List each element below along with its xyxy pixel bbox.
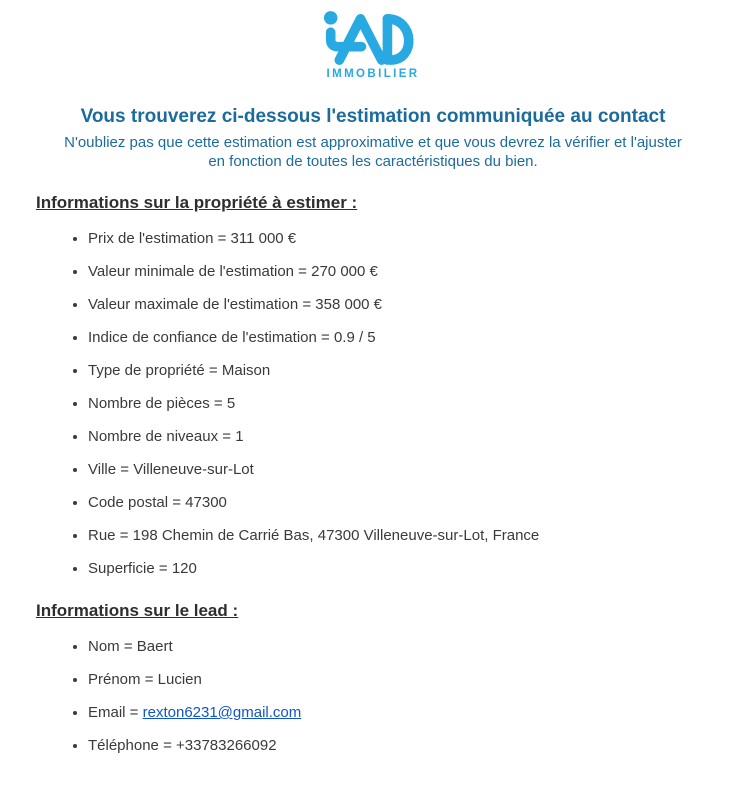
item-value: Baert [136, 638, 173, 655]
list-item [88, 328, 710, 348]
item-separator: = [115, 527, 133, 544]
item-separator: = [125, 704, 143, 721]
item-separator: = [298, 296, 316, 313]
item-label: Nombre de pièces [88, 395, 210, 412]
item-label: Nombre de niveaux [88, 428, 219, 445]
item-separator: = [140, 671, 158, 688]
item-label: Indice de confiance de l'estimation [88, 329, 317, 346]
item-value: 1 [235, 428, 244, 445]
item-separator: = [204, 362, 222, 379]
item-separator: = [213, 230, 231, 247]
item-separator: = [316, 329, 334, 346]
item-value: 5 [226, 395, 236, 412]
iad-logo-icon [323, 10, 423, 66]
iad-logo [36, 10, 710, 80]
subtitle-line-2: en fonction de toutes les caractéristiques du bien. [208, 153, 538, 170]
list-item [88, 427, 710, 447]
list-item [88, 670, 710, 690]
sections [36, 193, 710, 756]
item-label: Email [88, 704, 126, 721]
item-value: 270 000 € [311, 263, 378, 280]
list-item [88, 526, 710, 546]
list-item [88, 361, 710, 381]
bullet-list [36, 637, 710, 756]
item-label: Code postal [88, 494, 169, 511]
item-separator: = [116, 461, 134, 478]
item-label: Superficie [88, 560, 155, 577]
list-item [88, 493, 710, 513]
list-item [88, 229, 710, 249]
item-label: Valeur minimale de l'estimation [88, 263, 295, 280]
item-value: 198 Chemin de Carrié Bas, 47300 Villeneuve-sur-Lot, France [132, 527, 540, 544]
item-value: 358 000 € [315, 296, 383, 313]
list-item [88, 295, 710, 315]
item-separator: = [154, 560, 172, 577]
info-section [36, 601, 710, 756]
list-item [88, 460, 710, 480]
page-subtitle [36, 133, 710, 171]
item-value: Villeneuve-sur-Lot [133, 461, 254, 478]
logo-subtext: IMMOBILIER [326, 68, 420, 80]
item-label: Prix de l'estimation [88, 230, 214, 247]
list-item [88, 394, 710, 414]
item-separator: = [218, 428, 236, 445]
item-separator: = [168, 494, 186, 511]
list-item [88, 736, 710, 756]
section-heading: Informations sur la propriété à estimer : [36, 193, 358, 212]
item-label: Valeur maximale de l'estimation [88, 296, 299, 313]
section-heading: Informations sur le lead : [36, 601, 239, 620]
item-label: Type de propriété [88, 362, 205, 379]
email-link[interactable]: rexton6231@gmail.com [142, 704, 302, 721]
item-value: 47300 [185, 494, 227, 511]
item-value: 120 [171, 560, 197, 577]
item-separator: = [209, 395, 227, 412]
list-item [88, 637, 710, 657]
item-label: Téléphone [88, 737, 159, 754]
item-value: Maison [221, 362, 271, 379]
item-label: Nom [88, 638, 120, 655]
item-value: +33783266092 [176, 737, 277, 754]
item-value: 311 000 € [230, 230, 297, 247]
list-item [88, 559, 710, 579]
bullet-list [36, 229, 710, 579]
info-section [36, 193, 710, 579]
list-item [88, 703, 710, 723]
item-label: Prénom [88, 671, 141, 688]
list-item [88, 262, 710, 282]
item-separator: = [158, 737, 177, 754]
page-title: Vous trouverez ci-dessous l'estimation communiquée au contact [80, 106, 666, 127]
item-label: Rue [88, 527, 116, 544]
item-label: Ville [88, 461, 117, 478]
subtitle-line-1: N'oubliez pas que cette estimation est approximative et que vous devrez la vérifier et l'ajuster [64, 134, 682, 151]
item-separator: = [294, 263, 312, 280]
item-separator: = [119, 638, 137, 655]
item-value: 0.9 / 5 [333, 329, 376, 346]
item-value: Lucien [157, 671, 202, 688]
